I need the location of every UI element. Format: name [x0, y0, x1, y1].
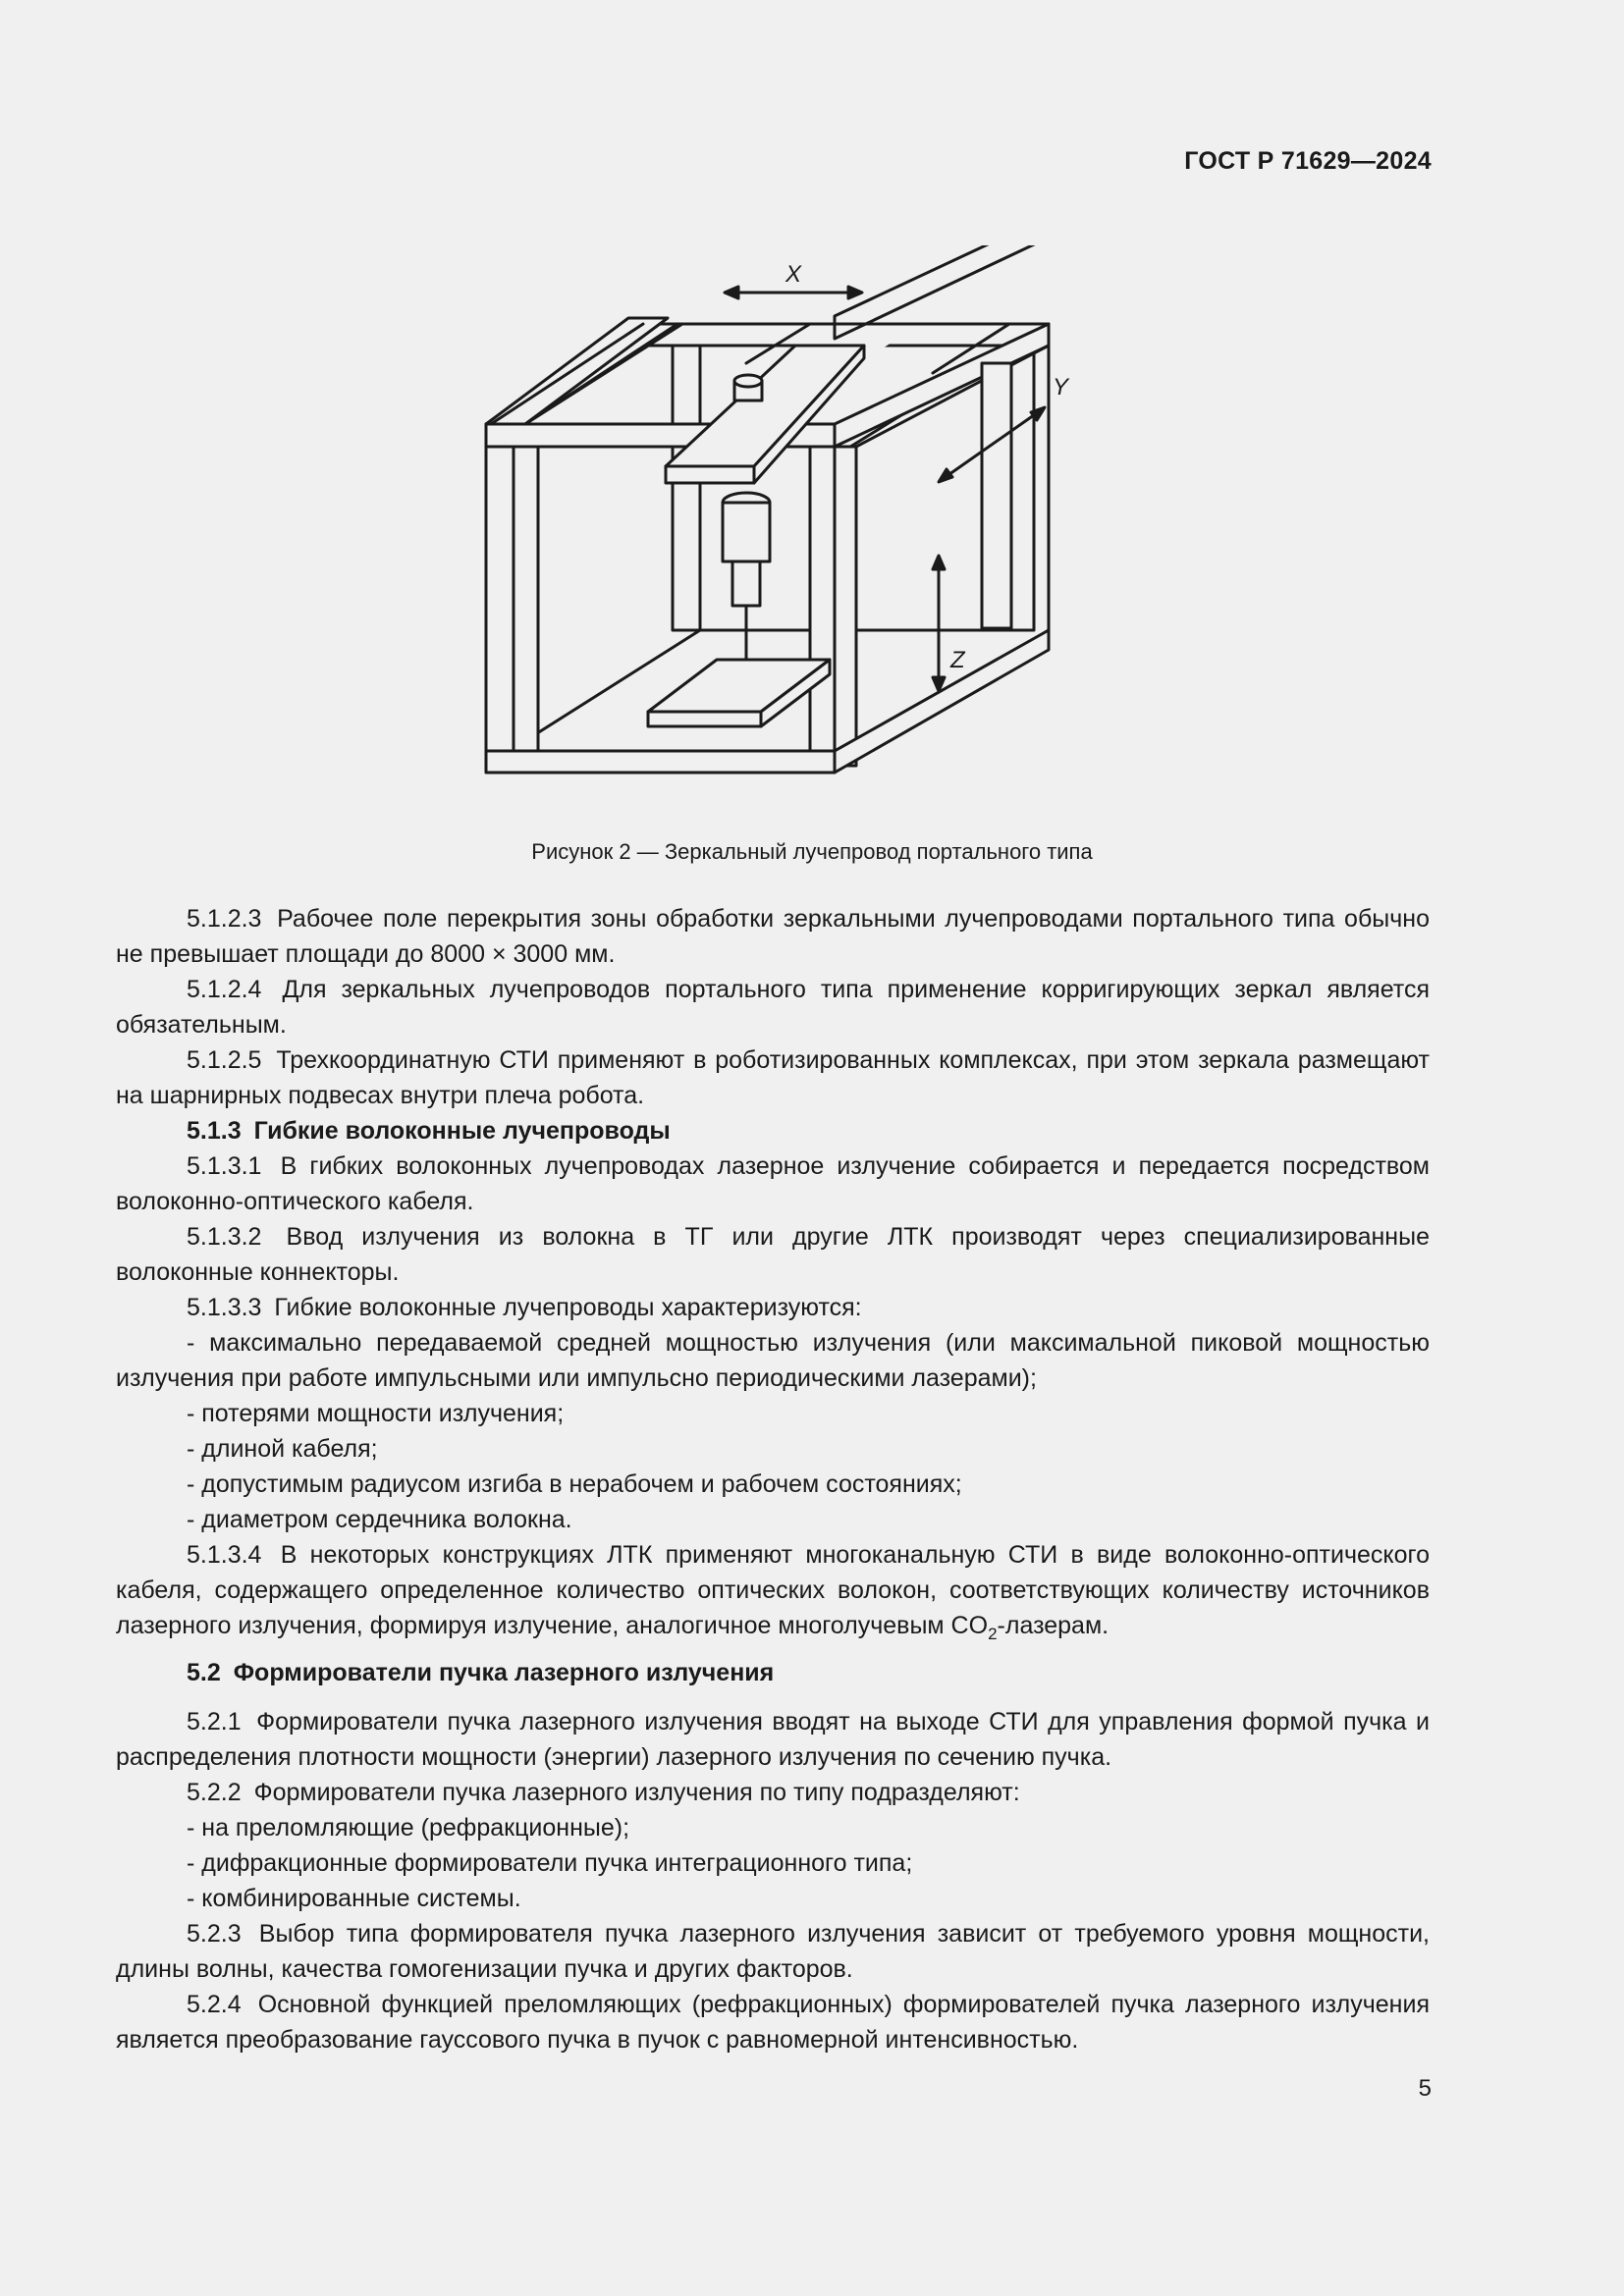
document-header: ГОСТ Р 71629—2024: [1184, 147, 1432, 175]
paragraph-5-1-3-4: 5.1.3.4 В некоторых конструкциях ЛТК применяют многоканальную СТИ в виде волоконно-оптического кабеля, содержащего определенное количество оптических волокон, соответствующих количеству источников лазерного излучения, формируя излучение, аналогичное многолучевым $CO_2$-лазерам.: [116, 1541, 1430, 1643]
heading-5-2: 5.2 Формирователи пучка лазерного излучения: [187, 1659, 775, 1686]
paragraph-5-2-1: 5.2.1 Формирователи пучка лазерного излучения вводят на выходе СТИ для управления формой пучка и распределения плотности мощности (энергии) лазерного излучения по сечению пучка.: [116, 1708, 1430, 1771]
portal-beam-guide-figure: [471, 245, 1080, 815]
paragraph-5-1-2-3: 5.1.2.3 Рабочее поле перекрытия зоны обработки зеркальными лучепроводами портального типа обычно не превышает площади до 8000 × 3000 мм.: [116, 905, 1430, 968]
portal-frame-drawing: [471, 245, 1080, 815]
list-item: - на преломляющие (рефракционные);: [187, 1814, 630, 1842]
subscript: 2: [988, 1625, 998, 1643]
paragraph-5-2-4: 5.2.4 Основной функцией преломляющих (рефракционных) формирователей пучка лазерного излучения является преобразование гауссового пучка в пучок с равномерной интенсивностью.: [116, 1991, 1430, 2054]
list-item: - максимально передаваемой средней мощностью излучения (или максимальной пиковой мощностью излучения при работе импульсными или импульсно периодическими лазерами);: [116, 1329, 1430, 1392]
paragraph-5-1-3-1: 5.1.3.1 В гибких волоконных лучепроводах лазерное излучение собирается и передается посредством волоконно-оптического кабеля.: [116, 1152, 1430, 1215]
z-axis-label: Z: [950, 647, 965, 673]
paragraph-5-1-2-5: 5.1.2.5 Трехкоординатную СТИ применяют в роботизированных комплексах, при этом зеркала размещают на шарнирных подвесах внутри плеча робота.: [116, 1046, 1431, 1109]
paragraph-5-2-3: 5.2.3 Выбор типа формирователя пучка лазерного излучения зависит от требуемого уровня мощности, длины волны, качества гомогенизации пучка и других факторов.: [116, 1920, 1430, 1983]
heading-5-1-3: 5.1.3 Гибкие волоконные лучепроводы: [187, 1117, 671, 1145]
x-axis-label: X: [785, 261, 802, 288]
paragraph-5-1-2-4: 5.1.2.4 Для зеркальных лучепроводов портального типа применение корригирующих зеркал является обязательным.: [116, 976, 1430, 1039]
figure-caption: Рисунок 2 — Зеркальный лучепровод портального типа: [531, 839, 1093, 864]
y-axis-label: Y: [1053, 374, 1069, 400]
paragraph-5-1-3-2: 5.1.3.2 Ввод излучения из волокна в ТГ или другие ЛТК производят через специализированные волоконные коннекторы.: [116, 1223, 1430, 1286]
page-number: 5: [1418, 2075, 1432, 2102]
list-item: - потерями мощности излучения;: [187, 1400, 565, 1427]
paragraph-5-1-3-3: 5.1.3.3 Гибкие волоконные лучепроводы характеризуются:: [187, 1294, 862, 1321]
paragraph-5-2-2: 5.2.2 Формирователи пучка лазерного излучения по типу подразделяют:: [187, 1779, 1020, 1806]
list-item: - комбинированные системы.: [187, 1885, 521, 1912]
list-item: - диаметром сердечника волокна.: [187, 1506, 572, 1533]
list-item: - длиной кабеля;: [187, 1435, 378, 1463]
list-item: - дифракционные формирователи пучка интеграционного типа;: [187, 1849, 913, 1877]
document-body: [116, 901, 1430, 2057]
list-item: - допустимым радиусом изгиба в нерабочем и рабочем состояниях;: [187, 1470, 962, 1498]
